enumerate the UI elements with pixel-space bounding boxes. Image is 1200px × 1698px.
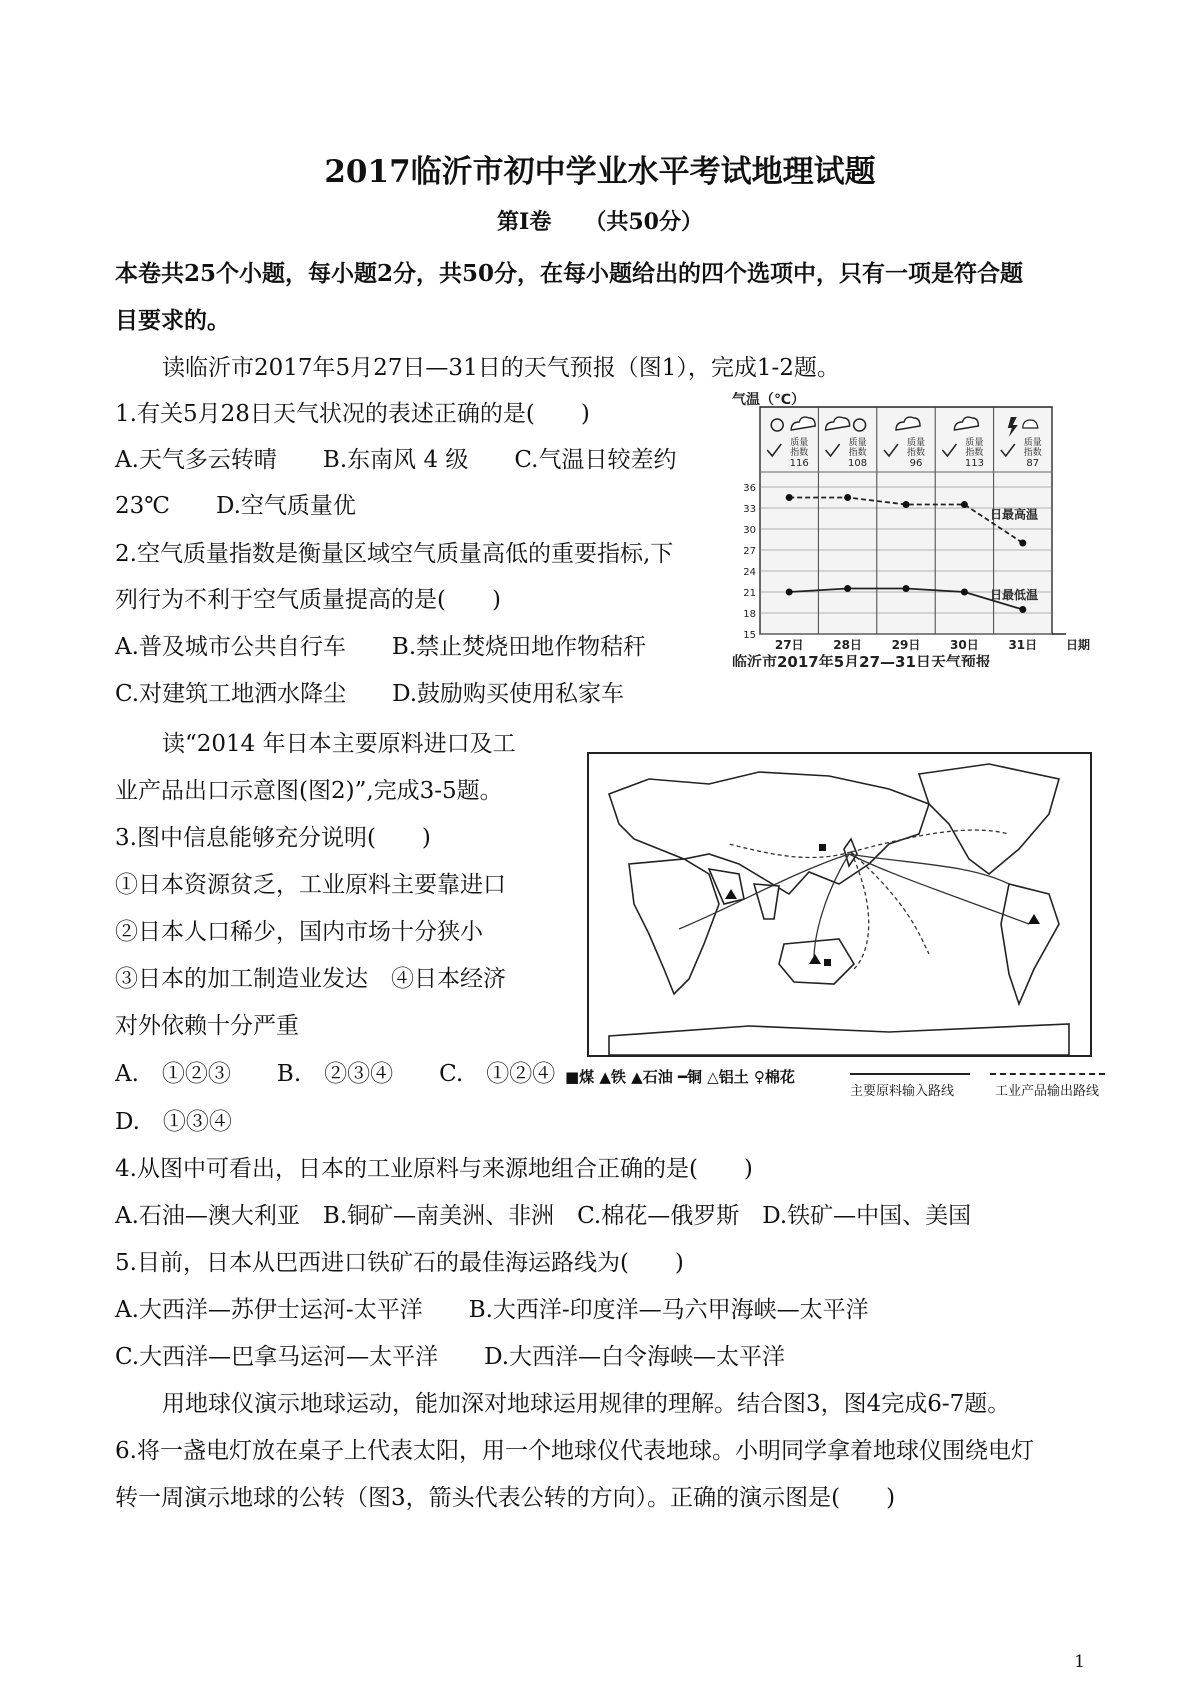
high-temp-point — [786, 494, 793, 501]
coal-symbol — [824, 959, 831, 966]
india — [754, 884, 779, 919]
instructions-line-2: 目要求的。 — [115, 307, 230, 334]
x-tick-label: 27日 — [774, 638, 804, 652]
q3-options-abc: A. ①②③ B. ②③④ C. ①②④ — [115, 1061, 556, 1087]
q5-options-cd: C.大西洋—巴拿马运河—太平洋 D.大西洋—白令海峡—太平洋 — [115, 1344, 786, 1370]
aqi-value: 113 — [964, 458, 984, 469]
y-axis-label: 气温（℃） — [732, 392, 805, 408]
high-temp-point — [844, 494, 851, 501]
low-temp-point — [1019, 606, 1026, 613]
import-route — [849, 854, 1029, 924]
map-legend-export-label: 工业产品输出路线 — [995, 1084, 1100, 1099]
q3-option-d: D. ①③④ — [115, 1109, 232, 1135]
world-trade-map — [587, 752, 1092, 1057]
q1-options-line-1: A.天气多云转晴 B.东南风 4 级 C.气温日较差约 — [115, 447, 677, 473]
q3-statement-4: 对外依赖十分严重 — [115, 1013, 299, 1039]
map-legend-symbols: ■煤 ▲铁 ▲石油 ━铜 △铝土 ♀棉花 — [565, 1068, 795, 1086]
aqi-value: 116 — [789, 458, 809, 469]
intro-2-line-1: 读“2014 年日本主要原料进口及工 — [162, 731, 516, 757]
x-axis-label: 日期 — [1066, 638, 1090, 652]
world-map-drawing — [589, 754, 1090, 1055]
x-tick-label: 31日 — [1008, 638, 1038, 652]
page-title: 2017临沂市初中学业水平考试地理试题 — [324, 154, 876, 190]
intro-2-line-2: 业产品出口示意图(图2)”,完成3-5题。 — [115, 778, 503, 804]
q5-options-ab: A.大西洋—苏伊士运河-太平洋 B.大西洋-印度洋—马六甲海峡—太平洋 — [115, 1297, 869, 1323]
high-temp-point — [961, 501, 968, 508]
low-temp-point — [844, 585, 851, 592]
q6-stem-2: 转一周演示地球的公转（图3，箭头代表公转的方向）。正确的演示图是( ) — [115, 1485, 896, 1511]
aqi-value: 96 — [909, 458, 923, 469]
q1-stem: 1.有关5月28日天气状况的表述正确的是( ) — [115, 401, 590, 427]
weather-forecast-figure — [730, 392, 1090, 667]
low-temp-point — [961, 589, 968, 596]
q4-options: A.石油—澳大利亚 B.铜矿—南美洲、非洲 C.棉花—俄罗斯 D.铁矿—中国、美国 — [115, 1203, 972, 1229]
aqi-label-quality: 质量 — [1023, 438, 1042, 448]
y-tick-label: 36 — [743, 483, 756, 494]
cloud-icon — [1023, 420, 1038, 428]
export-line-sample — [990, 1073, 1105, 1075]
x-tick-label: 28日 — [833, 638, 862, 652]
aqi-label-quality: 质量 — [906, 438, 926, 448]
q6-stem-1: 6.将一盏电灯放在桌子上代表太阳，用一个地球仪代表地球。小明同学拿着地球仪围绕电灯 — [115, 1438, 1034, 1464]
coal-symbol — [819, 844, 826, 851]
q2-stem-1: 2.空气质量指数是衡量区域空气质量高低的重要指标,下 — [115, 541, 674, 567]
q1-options-line-2: 23℃ D.空气质量优 — [115, 493, 356, 519]
y-tick-label: 15 — [743, 630, 756, 641]
y-tick-label: 33 — [743, 504, 756, 515]
page-number: 1 — [1074, 1652, 1085, 1672]
instructions-line-1: 本卷共25个小题，每小题2分，共50分，在每小题给出的四个选项中，只有一项是符合题 — [115, 260, 1024, 287]
q2-options-cd: C.对建筑工地洒水降尘 D.鼓励购买使用私家车 — [115, 681, 625, 707]
high-temp-point — [1019, 540, 1026, 547]
chart-caption: 临沂市2017年5月27—31日天气预报 — [732, 653, 991, 667]
q4-stem: 4.从图中可看出，日本的工业原料与来源地组合正确的是( ) — [115, 1156, 753, 1182]
weather-chart — [730, 392, 1090, 667]
intro-1: 读临沂市2017年5月27日—31日的天气预报（图1），完成1-2题。 — [162, 355, 840, 381]
y-tick-label: 30 — [743, 525, 756, 536]
map-legend-import-label: 主要原料输入路线 — [850, 1084, 955, 1099]
map-legend-export — [990, 1066, 1105, 1081]
aqi-label-index: 指数 — [906, 448, 926, 458]
import-line-sample — [850, 1073, 970, 1075]
q3-statement-2: ②日本人口稀少，国内市场十分狭小 — [115, 919, 483, 945]
africa — [629, 859, 719, 994]
aqi-label-index: 指数 — [848, 448, 867, 458]
antarctica — [609, 1024, 1069, 1055]
y-tick-label: 21 — [743, 588, 756, 599]
low-temp-point — [786, 589, 793, 596]
aqi-value: 87 — [1026, 458, 1040, 469]
high-temp-point — [903, 501, 910, 508]
aqi-label-index: 指数 — [965, 448, 984, 458]
aqi-label-quality: 质量 — [965, 438, 984, 448]
north-america — [919, 764, 1059, 874]
low-temp-label: 日最低温 — [990, 588, 1039, 602]
q5-stem: 5.目前，日本从巴西进口铁矿石的最佳海运路线为( ) — [115, 1250, 684, 1276]
page-subtitle: 第Ⅰ卷 （共50分） — [497, 209, 703, 235]
y-tick-label: 27 — [743, 546, 756, 557]
x-tick-label: 30日 — [950, 638, 979, 652]
intro-3: 用地球仪演示地球运动，能加深对地球运用规律的理解。结合图3，图4完成6-7题。 — [162, 1391, 1011, 1417]
q3-statement-1: ①日本资源贫乏，工业原料主要靠进口 — [115, 872, 506, 898]
map-legend-import — [850, 1066, 974, 1081]
y-tick-label: 24 — [743, 567, 756, 578]
aqi-value: 108 — [848, 458, 868, 469]
y-tick-label: 18 — [743, 609, 756, 620]
q3-stem: 3.图中信息能够充分说明( ) — [115, 825, 431, 851]
low-temp-point — [903, 585, 910, 592]
q3-statement-3: ③日本的加工制造业发达 ④日本经济 — [115, 966, 506, 992]
south-america — [1001, 884, 1059, 1004]
aqi-label-index: 指数 — [1023, 448, 1042, 458]
q2-options-ab: A.普及城市公共自行车 B.禁止焚烧田地作物秸秆 — [115, 634, 647, 660]
high-temp-label: 日最高温 — [990, 507, 1039, 522]
q2-stem-2: 列行为不利于空气质量提高的是( ) — [115, 587, 501, 613]
aqi-label-quality: 质量 — [790, 438, 809, 448]
x-tick-label: 29日 — [891, 638, 921, 652]
aqi-label-quality: 质量 — [848, 438, 867, 448]
aqi-label-index: 指数 — [790, 448, 809, 458]
